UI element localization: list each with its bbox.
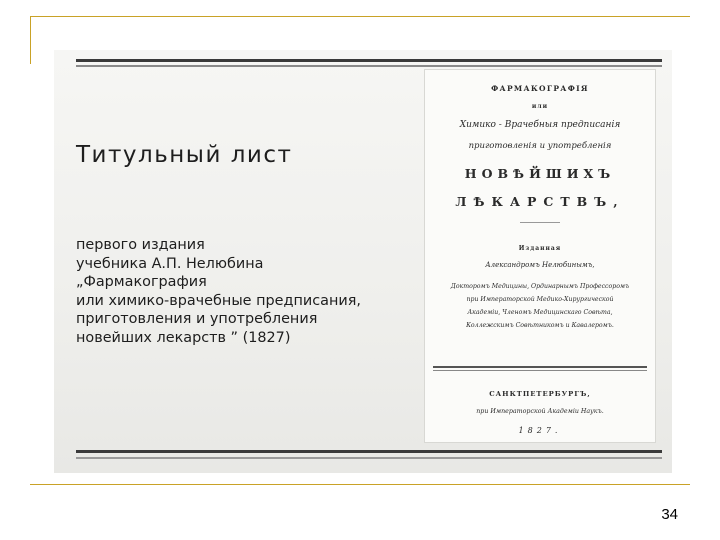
description-line: новейших лекарств ” (1827): [76, 329, 291, 346]
photo-bottom-rule-thin: [76, 457, 662, 459]
left-frame-line: [30, 16, 31, 64]
book-rule: [433, 366, 647, 368]
book-published-by: Изданная: [518, 245, 562, 252]
bottom-frame-line: [30, 484, 690, 485]
book-year: 1827.: [518, 426, 562, 435]
book-credential-line: Докторомъ Медицины, Ординарнымъ Профессоромъ: [450, 283, 630, 290]
book-credential-line: при Императорской Медико-Хирургической: [466, 296, 614, 303]
book-title: ФАРМАКОГРАФІЯ: [491, 84, 589, 93]
book-or: или: [531, 103, 549, 110]
slide-number: 34: [661, 506, 678, 523]
book-author: Александромъ Нелюбинымъ,: [485, 261, 595, 269]
book-big-title-1: НОВѢЙШИХЪ: [464, 166, 616, 181]
photo-top-rule: [76, 59, 662, 62]
description-line: или химико-врачебные предписания,: [76, 292, 361, 309]
description-line: учебника А.П. Нелюбина: [76, 255, 264, 272]
description-line: приготовления и употребления: [76, 311, 318, 327]
book-city: САНКТПЕТЕРБУРГЪ,: [489, 390, 591, 398]
book-title-page: [425, 70, 655, 442]
photo-top-rule-thin: [76, 65, 662, 67]
book-big-title-2: ЛѢКАРСТВЪ,: [455, 194, 625, 209]
photo-heading: Титульный лист: [76, 142, 293, 168]
top-frame-line: [30, 16, 690, 17]
book-subtitle-2: приготовленія и употребленія: [468, 141, 612, 151]
description-line: „Фармакография: [76, 274, 207, 290]
book-credential-line: Академіи, Членомъ Медицинскаго Совѣта,: [467, 309, 613, 316]
book-subtitle-1: Химико - Врачебныя предписанія: [459, 120, 621, 130]
book-press: при Императорской Академіи Наукъ.: [476, 408, 604, 415]
book-rule-thin: [433, 370, 647, 371]
book-divider: [520, 222, 560, 223]
book-credential-line: Коллежскимъ Совѣтникомъ и Кавалеромъ.: [466, 322, 614, 329]
archival-photo: [54, 50, 672, 473]
photo-bottom-rule: [76, 450, 662, 453]
photo-description: [76, 236, 416, 347]
description-line: первого издания: [76, 237, 205, 253]
